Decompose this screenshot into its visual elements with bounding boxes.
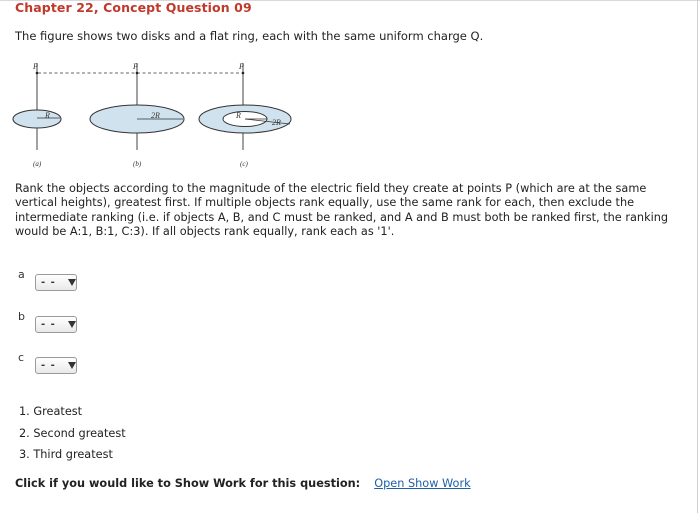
point-label-b: P: [133, 62, 138, 71]
point-p-b: [136, 72, 139, 75]
chevron-down-icon: [68, 321, 76, 328]
radius-label-a: R: [45, 111, 50, 120]
legend-item: 3. Third greatest: [19, 448, 113, 461]
show-work-row: [15, 477, 471, 490]
outer-radius-label-c: 2R: [272, 118, 281, 127]
rank-select-c-value: - -: [41, 360, 56, 371]
point-label-a: P: [33, 62, 38, 71]
answer-label-b: b: [18, 310, 25, 323]
rank-select-a[interactable]: [35, 274, 77, 291]
right-border: [697, 0, 698, 513]
figure-label-a: (a): [33, 160, 42, 168]
chevron-down-icon: [68, 362, 76, 369]
point-label-c: P: [239, 62, 244, 71]
point-p-a: [36, 72, 39, 75]
rank-legend: [19, 405, 126, 470]
answer-label-a: a: [18, 268, 25, 281]
rank-select-b-value: - -: [41, 319, 56, 330]
open-show-work-link[interactable]: Open Show Work: [374, 477, 471, 490]
page-title: Chapter 22, Concept Question 09: [15, 0, 252, 15]
answer-label-c: c: [18, 351, 25, 364]
figure-label-c: (c): [240, 160, 248, 168]
question-text: Rank the objects according to the magnitude of the electric field they create at points P (which are at the same vertical heights), greatest first. If multiple objects rank equally, use the same rank for each, then exclude the intermediate ranking (i.e. if objects A, B, and C must be ranked, and A and B must both be ranked first, the ranking would be A:1, B:1, C:3). If all objects rank equally, rank each as '1'.: [15, 182, 669, 239]
physics-figure: [10, 58, 300, 170]
rank-select-a-value: - -: [41, 277, 56, 288]
rank-select-b[interactable]: [35, 316, 77, 333]
disk-a: [13, 110, 61, 128]
intro-text: The figure shows two disks and a flat ring, each with the same uniform charge Q.: [15, 29, 484, 43]
radius-label-b: 2R: [151, 111, 160, 120]
show-work-prompt: Click if you would like to Show Work for this question:: [15, 477, 361, 490]
legend-item: 2. Second greatest: [19, 426, 126, 440]
chevron-down-icon: [68, 279, 76, 286]
figure-label-b: (b): [133, 160, 142, 168]
rank-select-c[interactable]: [35, 357, 77, 374]
legend-item: 1. Greatest: [19, 405, 83, 418]
point-p-c: [242, 72, 245, 75]
inner-radius-label-c: R: [236, 111, 241, 120]
